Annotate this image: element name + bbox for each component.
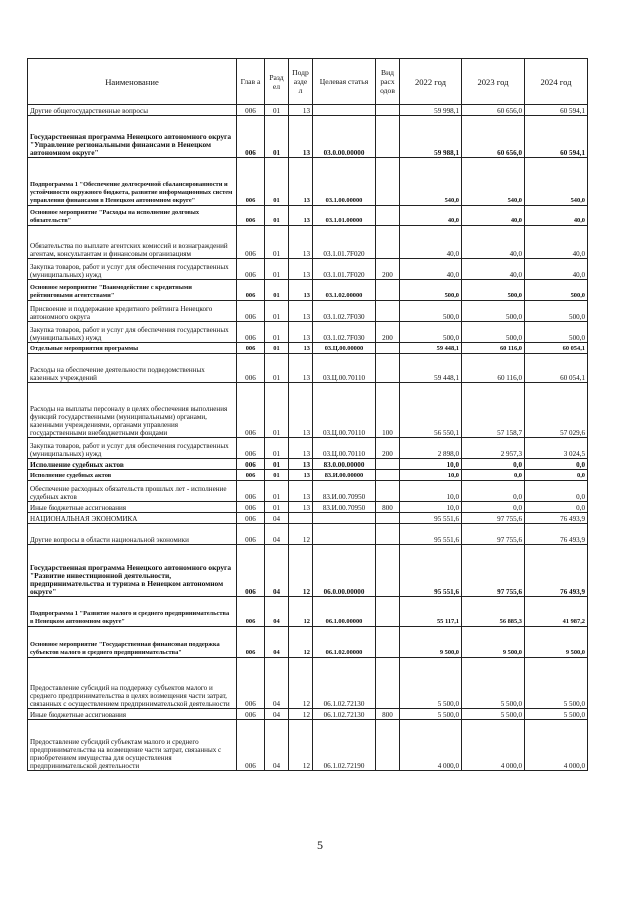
row-vid-rashodov: 200 bbox=[376, 322, 400, 343]
row-podrazdel: 13 bbox=[289, 470, 313, 481]
row-vid-rashodov bbox=[376, 301, 400, 322]
row-razdel: 01 bbox=[265, 301, 289, 322]
row-vid-rashodov: 200 bbox=[376, 438, 400, 459]
row-razdel: 01 bbox=[265, 383, 289, 438]
row-tselevaya-statya: 03.1.02.7F030 bbox=[313, 301, 376, 322]
row-value-2022: 10,0 bbox=[400, 481, 462, 502]
row-value-2022: 59 448,1 bbox=[400, 354, 462, 383]
row-value-2024: 0,0 bbox=[525, 481, 588, 502]
row-razdel: 01 bbox=[265, 226, 289, 259]
row-glava: 006 bbox=[237, 105, 265, 116]
table-row bbox=[28, 301, 588, 322]
row-value-2024: 500,0 bbox=[525, 301, 588, 322]
row-name: Закупка товаров, работ и услуг для обеспечения государственных (муниципальных) нужд bbox=[28, 259, 237, 280]
row-value-2022: 2 898,0 bbox=[400, 438, 462, 459]
row-value-2022: 40,0 bbox=[400, 226, 462, 259]
row-value-2023: 2 957,3 bbox=[462, 438, 525, 459]
row-glava: 006 bbox=[237, 280, 265, 301]
row-razdel: 01 bbox=[265, 343, 289, 354]
row-razdel: 01 bbox=[265, 502, 289, 513]
row-podrazdel: 13 bbox=[289, 502, 313, 513]
row-glava: 006 bbox=[237, 502, 265, 513]
row-value-2023: 500,0 bbox=[462, 280, 525, 301]
table-row bbox=[28, 438, 588, 459]
row-podrazdel: 12 bbox=[289, 627, 313, 658]
row-vid-rashodov bbox=[376, 720, 400, 771]
row-tselevaya-statya: 03.1.01.7F020 bbox=[313, 259, 376, 280]
row-name: Подпрограмма 1 "Обеспечение долгосрочной сбалансированности и устойчивости окружного бюджета, развитие информационных систем управления финансами в Ненецком автономном округе" bbox=[28, 158, 237, 206]
row-vid-rashodov: 800 bbox=[376, 502, 400, 513]
row-tselevaya-statya: 03.1.01.7F020 bbox=[313, 226, 376, 259]
row-name: НАЦИОНАЛЬНАЯ ЭКОНОМИКА bbox=[28, 513, 237, 524]
table-row bbox=[28, 627, 588, 658]
row-razdel: 04 bbox=[265, 597, 289, 627]
row-razdel: 04 bbox=[265, 720, 289, 771]
row-name: Основное мероприятие "Государственная финансовая поддержка субъектов малого и среднего предпринимательства" bbox=[28, 627, 237, 658]
row-value-2024: 40,0 bbox=[525, 226, 588, 259]
row-value-2022: 9 500,0 bbox=[400, 627, 462, 658]
table-row bbox=[28, 709, 588, 720]
row-tselevaya-statya: 03.1.01.00000 bbox=[313, 206, 376, 226]
row-value-2023: 0,0 bbox=[462, 502, 525, 513]
row-value-2024: 40,0 bbox=[525, 206, 588, 226]
header-podrazdel: Подр азде л bbox=[289, 59, 313, 105]
row-tselevaya-statya: 03.0.00.00000 bbox=[313, 116, 376, 158]
row-tselevaya-statya: 03.1.00.00000 bbox=[313, 158, 376, 206]
row-podrazdel: 13 bbox=[289, 259, 313, 280]
row-vid-rashodov bbox=[376, 597, 400, 627]
row-tselevaya-statya: 06.1.02.72130 bbox=[313, 658, 376, 709]
row-value-2024: 5 500,0 bbox=[525, 658, 588, 709]
row-podrazdel bbox=[289, 513, 313, 524]
row-name: Расходы на выплаты персоналу в целях обеспечения выполнения функций государственными (муниципальными) органами, казенными учреждениями, органами управления государственными внебюджетными фондами bbox=[28, 383, 237, 438]
row-value-2024: 3 024,5 bbox=[525, 438, 588, 459]
row-name: Государственная программа Ненецкого автономного округа "Управление региональными финансами в Ненецком автономном округе" bbox=[28, 116, 237, 158]
row-vid-rashodov bbox=[376, 545, 400, 597]
row-tselevaya-statya: 03.Ц.00.70110 bbox=[313, 354, 376, 383]
row-value-2023: 60 656,0 bbox=[462, 116, 525, 158]
row-vid-rashodov bbox=[376, 354, 400, 383]
row-value-2022: 59 998,1 bbox=[400, 105, 462, 116]
row-value-2024: 4 000,0 bbox=[525, 720, 588, 771]
row-vid-rashodov bbox=[376, 158, 400, 206]
row-name: Другие вопросы в области национальной экономики bbox=[28, 524, 237, 545]
row-value-2024: 9 500,0 bbox=[525, 627, 588, 658]
table-row bbox=[28, 383, 588, 438]
row-podrazdel: 13 bbox=[289, 383, 313, 438]
row-razdel: 04 bbox=[265, 627, 289, 658]
row-glava: 006 bbox=[237, 343, 265, 354]
row-podrazdel: 13 bbox=[289, 158, 313, 206]
table-body bbox=[28, 105, 588, 771]
table-header-row bbox=[28, 59, 588, 105]
row-value-2022: 500,0 bbox=[400, 322, 462, 343]
row-name: Подпрограмма 1 "Развитие малого и среднего предпринимательства в Ненецком автономном округе" bbox=[28, 597, 237, 627]
row-value-2023: 500,0 bbox=[462, 301, 525, 322]
row-value-2024: 76 493,9 bbox=[525, 524, 588, 545]
row-podrazdel: 12 bbox=[289, 720, 313, 771]
budget-table-sheet bbox=[27, 58, 587, 771]
row-razdel: 01 bbox=[265, 322, 289, 343]
row-vid-rashodov bbox=[376, 513, 400, 524]
row-value-2023: 5 500,0 bbox=[462, 658, 525, 709]
row-tselevaya-statya bbox=[313, 105, 376, 116]
row-name: Обеспечение расходных обязательств прошлых лет - исполнение судебных актов bbox=[28, 481, 237, 502]
row-name: Закупка товаров, работ и услуг для обеспечения государственных (муниципальных) нужд bbox=[28, 322, 237, 343]
row-tselevaya-statya: 03.Ц.00.00000 bbox=[313, 343, 376, 354]
row-value-2024: 60 594,1 bbox=[525, 116, 588, 158]
row-razdel: 01 bbox=[265, 481, 289, 502]
row-tselevaya-statya: 03.1.02.00000 bbox=[313, 280, 376, 301]
row-name: Присвоение и поддержание кредитного рейтинга Ненецкого автономного округа bbox=[28, 301, 237, 322]
row-razdel: 01 bbox=[265, 470, 289, 481]
row-tselevaya-statya: 06.1.02.72130 bbox=[313, 709, 376, 720]
row-vid-rashodov bbox=[376, 206, 400, 226]
row-value-2022: 540,0 bbox=[400, 158, 462, 206]
row-value-2023: 0,0 bbox=[462, 459, 525, 470]
row-glava: 006 bbox=[237, 470, 265, 481]
table-row bbox=[28, 597, 588, 627]
row-value-2022: 95 551,6 bbox=[400, 524, 462, 545]
row-tselevaya-statya: 83.И.00.00000 bbox=[313, 470, 376, 481]
row-glava: 006 bbox=[237, 720, 265, 771]
row-razdel: 01 bbox=[265, 116, 289, 158]
row-glava: 006 bbox=[237, 354, 265, 383]
table-row bbox=[28, 158, 588, 206]
row-podrazdel: 13 bbox=[289, 459, 313, 470]
row-podrazdel: 13 bbox=[289, 105, 313, 116]
row-glava: 006 bbox=[237, 513, 265, 524]
row-name: Расходы на обеспечение деятельности подведомственных казенных учреждений bbox=[28, 354, 237, 383]
row-value-2023: 40,0 bbox=[462, 206, 525, 226]
row-vid-rashodov bbox=[376, 459, 400, 470]
row-value-2023: 60 656,0 bbox=[462, 105, 525, 116]
row-podrazdel: 13 bbox=[289, 206, 313, 226]
row-name: Основное мероприятие "Взаимодействие с кредитными рейтинговыми агентствами" bbox=[28, 280, 237, 301]
row-tselevaya-statya: 03.Ц.00.70110 bbox=[313, 383, 376, 438]
row-value-2022: 10,0 bbox=[400, 459, 462, 470]
row-value-2023: 0,0 bbox=[462, 481, 525, 502]
row-value-2022: 59 988,1 bbox=[400, 116, 462, 158]
row-glava: 006 bbox=[237, 658, 265, 709]
row-vid-rashodov bbox=[376, 658, 400, 709]
row-value-2024: 60 054,1 bbox=[525, 343, 588, 354]
row-name: Иные бюджетные ассигнования bbox=[28, 709, 237, 720]
row-razdel: 04 bbox=[265, 658, 289, 709]
row-podrazdel: 13 bbox=[289, 438, 313, 459]
table-row bbox=[28, 259, 588, 280]
row-tselevaya-statya: 83.И.00.70950 bbox=[313, 502, 376, 513]
row-glava: 006 bbox=[237, 301, 265, 322]
table-row bbox=[28, 459, 588, 470]
row-name: Предоставление субсидий субъектам малого и среднего предпринимательства на возмещение части затрат, связанных с приобретением имущества для осуществления предпринимательской деятельности bbox=[28, 720, 237, 771]
row-value-2024: 76 493,9 bbox=[525, 545, 588, 597]
header-glava: Глав а bbox=[237, 59, 265, 105]
row-podrazdel: 13 bbox=[289, 280, 313, 301]
row-value-2023: 60 116,0 bbox=[462, 343, 525, 354]
row-value-2022: 4 000,0 bbox=[400, 720, 462, 771]
row-razdel: 04 bbox=[265, 513, 289, 524]
row-value-2022: 95 551,6 bbox=[400, 545, 462, 597]
row-name: Другие общегосударственные вопросы bbox=[28, 105, 237, 116]
header-year-2024: 2024 год bbox=[525, 59, 588, 105]
row-vid-rashodov bbox=[376, 226, 400, 259]
row-razdel: 01 bbox=[265, 459, 289, 470]
table-row bbox=[28, 513, 588, 524]
row-podrazdel: 13 bbox=[289, 226, 313, 259]
row-glava: 006 bbox=[237, 158, 265, 206]
table-row bbox=[28, 322, 588, 343]
row-podrazdel: 13 bbox=[289, 343, 313, 354]
row-value-2024: 500,0 bbox=[525, 322, 588, 343]
row-value-2024: 0,0 bbox=[525, 502, 588, 513]
row-razdel: 04 bbox=[265, 545, 289, 597]
row-tselevaya-statya bbox=[313, 524, 376, 545]
row-glava: 006 bbox=[237, 226, 265, 259]
row-razdel: 01 bbox=[265, 438, 289, 459]
header-year-2023: 2023 год bbox=[462, 59, 525, 105]
row-name: Государственная программа Ненецкого автономного округа "Развитие инвестиционной деятельности, предпринимательства и туризма в Ненецком автономном округе" bbox=[28, 545, 237, 597]
row-name: Иные бюджетные ассигнования bbox=[28, 502, 237, 513]
row-value-2022: 5 500,0 bbox=[400, 709, 462, 720]
row-vid-rashodov bbox=[376, 280, 400, 301]
table-row bbox=[28, 105, 588, 116]
row-value-2023: 40,0 bbox=[462, 226, 525, 259]
header-razdel: Разд ел bbox=[265, 59, 289, 105]
header-name: Наименование bbox=[28, 59, 237, 105]
row-value-2024: 60 054,1 bbox=[525, 354, 588, 383]
row-value-2022: 40,0 bbox=[400, 259, 462, 280]
row-razdel: 01 bbox=[265, 354, 289, 383]
row-name: Закупка товаров, работ и услуг для обеспечения государственных (муниципальных) нужд bbox=[28, 438, 237, 459]
table-row bbox=[28, 481, 588, 502]
row-tselevaya-statya bbox=[313, 513, 376, 524]
row-podrazdel: 12 bbox=[289, 545, 313, 597]
row-glava: 006 bbox=[237, 116, 265, 158]
row-name: Исполнение судебных актов bbox=[28, 459, 237, 470]
row-value-2022: 59 448,1 bbox=[400, 343, 462, 354]
row-razdel: 01 bbox=[265, 206, 289, 226]
row-tselevaya-statya: 03.Ц.00.70110 bbox=[313, 438, 376, 459]
row-value-2022: 95 551,6 bbox=[400, 513, 462, 524]
row-name: Обязательства по выплате агентских комиссий и вознаграждений агентам, консультантам и финансовым организациям bbox=[28, 226, 237, 259]
budget-table bbox=[27, 58, 588, 771]
row-value-2023: 97 755,6 bbox=[462, 545, 525, 597]
row-podrazdel: 13 bbox=[289, 481, 313, 502]
table-row bbox=[28, 116, 588, 158]
row-value-2023: 500,0 bbox=[462, 322, 525, 343]
table-row bbox=[28, 545, 588, 597]
row-podrazdel: 13 bbox=[289, 322, 313, 343]
row-vid-rashodov bbox=[376, 105, 400, 116]
row-glava: 006 bbox=[237, 383, 265, 438]
row-podrazdel: 13 bbox=[289, 301, 313, 322]
row-value-2024: 41 987,2 bbox=[525, 597, 588, 627]
row-vid-rashodov bbox=[376, 524, 400, 545]
row-value-2024: 40,0 bbox=[525, 259, 588, 280]
row-tselevaya-statya: 06.0.00.00000 bbox=[313, 545, 376, 597]
row-podrazdel: 12 bbox=[289, 709, 313, 720]
row-value-2023: 57 158,7 bbox=[462, 383, 525, 438]
table-row bbox=[28, 502, 588, 513]
row-name: Предоставление субсидий на поддержку субъектов малого и среднего предпринимательства в целях возмещения части затрат, связанных с осуществлением предпринимательской деятельности bbox=[28, 658, 237, 709]
row-razdel: 04 bbox=[265, 709, 289, 720]
row-value-2024: 500,0 bbox=[525, 280, 588, 301]
row-podrazdel: 12 bbox=[289, 524, 313, 545]
row-vid-rashodov: 200 bbox=[376, 259, 400, 280]
row-value-2022: 500,0 bbox=[400, 280, 462, 301]
table-row bbox=[28, 343, 588, 354]
row-glava: 006 bbox=[237, 481, 265, 502]
row-tselevaya-statya: 83.И.00.70950 bbox=[313, 481, 376, 502]
row-value-2022: 56 550,1 bbox=[400, 383, 462, 438]
table-row bbox=[28, 524, 588, 545]
row-value-2024: 76 493,9 bbox=[525, 513, 588, 524]
row-podrazdel: 13 bbox=[289, 116, 313, 158]
row-value-2022: 40,0 bbox=[400, 206, 462, 226]
row-name: Основное мероприятие "Расходы на исполнение долговых обязательств" bbox=[28, 206, 237, 226]
row-razdel: 01 bbox=[265, 105, 289, 116]
table-row bbox=[28, 354, 588, 383]
row-razdel: 01 bbox=[265, 259, 289, 280]
header-tselevaya-statya: Целевая статья bbox=[313, 59, 376, 105]
row-vid-rashodov bbox=[376, 481, 400, 502]
row-value-2023: 97 755,6 bbox=[462, 513, 525, 524]
row-value-2022: 10,0 bbox=[400, 502, 462, 513]
row-value-2023: 9 500,0 bbox=[462, 627, 525, 658]
row-vid-rashodov: 100 bbox=[376, 383, 400, 438]
row-value-2023: 60 116,0 bbox=[462, 354, 525, 383]
row-value-2023: 97 755,6 bbox=[462, 524, 525, 545]
row-vid-rashodov bbox=[376, 343, 400, 354]
row-razdel: 01 bbox=[265, 158, 289, 206]
row-razdel: 01 bbox=[265, 280, 289, 301]
row-value-2024: 0,0 bbox=[525, 470, 588, 481]
row-glava: 006 bbox=[237, 597, 265, 627]
row-value-2023: 5 500,0 bbox=[462, 709, 525, 720]
row-glava: 006 bbox=[237, 259, 265, 280]
row-glava: 006 bbox=[237, 459, 265, 470]
row-glava: 006 bbox=[237, 206, 265, 226]
row-tselevaya-statya: 03.1.02.7F030 bbox=[313, 322, 376, 343]
row-podrazdel: 12 bbox=[289, 597, 313, 627]
row-tselevaya-statya: 83.0.00.00000 bbox=[313, 459, 376, 470]
row-tselevaya-statya: 06.1.00.00000 bbox=[313, 597, 376, 627]
row-value-2023: 40,0 bbox=[462, 259, 525, 280]
row-value-2023: 0,0 bbox=[462, 470, 525, 481]
row-glava: 006 bbox=[237, 322, 265, 343]
row-glava: 006 bbox=[237, 524, 265, 545]
table-row bbox=[28, 470, 588, 481]
row-glava: 006 bbox=[237, 545, 265, 597]
row-vid-rashodov bbox=[376, 627, 400, 658]
row-vid-rashodov bbox=[376, 116, 400, 158]
row-tselevaya-statya: 06.1.02.72190 bbox=[313, 720, 376, 771]
row-tselevaya-statya: 06.1.02.00000 bbox=[313, 627, 376, 658]
row-value-2024: 0,0 bbox=[525, 459, 588, 470]
table-row bbox=[28, 226, 588, 259]
row-value-2024: 57 029,6 bbox=[525, 383, 588, 438]
row-name: Отдельные мероприятия программы bbox=[28, 343, 237, 354]
row-value-2024: 60 594,1 bbox=[525, 105, 588, 116]
row-value-2023: 540,0 bbox=[462, 158, 525, 206]
row-glava: 006 bbox=[237, 709, 265, 720]
row-glava: 006 bbox=[237, 627, 265, 658]
table-row bbox=[28, 206, 588, 226]
row-value-2023: 56 885,3 bbox=[462, 597, 525, 627]
row-value-2024: 5 500,0 bbox=[525, 709, 588, 720]
row-vid-rashodov bbox=[376, 470, 400, 481]
header-vid-rashodov: Вид расх одов bbox=[376, 59, 400, 105]
row-podrazdel: 13 bbox=[289, 354, 313, 383]
table-row bbox=[28, 280, 588, 301]
table-row bbox=[28, 658, 588, 709]
row-value-2022: 55 117,1 bbox=[400, 597, 462, 627]
row-value-2022: 500,0 bbox=[400, 301, 462, 322]
page-number: 5 bbox=[317, 838, 323, 852]
row-podrazdel: 12 bbox=[289, 658, 313, 709]
row-razdel: 04 bbox=[265, 524, 289, 545]
table-row bbox=[28, 720, 588, 771]
row-glava: 006 bbox=[237, 438, 265, 459]
header-year-2022: 2022 год bbox=[400, 59, 462, 105]
row-value-2022: 5 500,0 bbox=[400, 658, 462, 709]
row-vid-rashodov: 800 bbox=[376, 709, 400, 720]
row-value-2024: 540,0 bbox=[525, 158, 588, 206]
row-value-2023: 4 000,0 bbox=[462, 720, 525, 771]
row-value-2022: 10,0 bbox=[400, 470, 462, 481]
row-name: Исполнение судебных актов bbox=[28, 470, 237, 481]
